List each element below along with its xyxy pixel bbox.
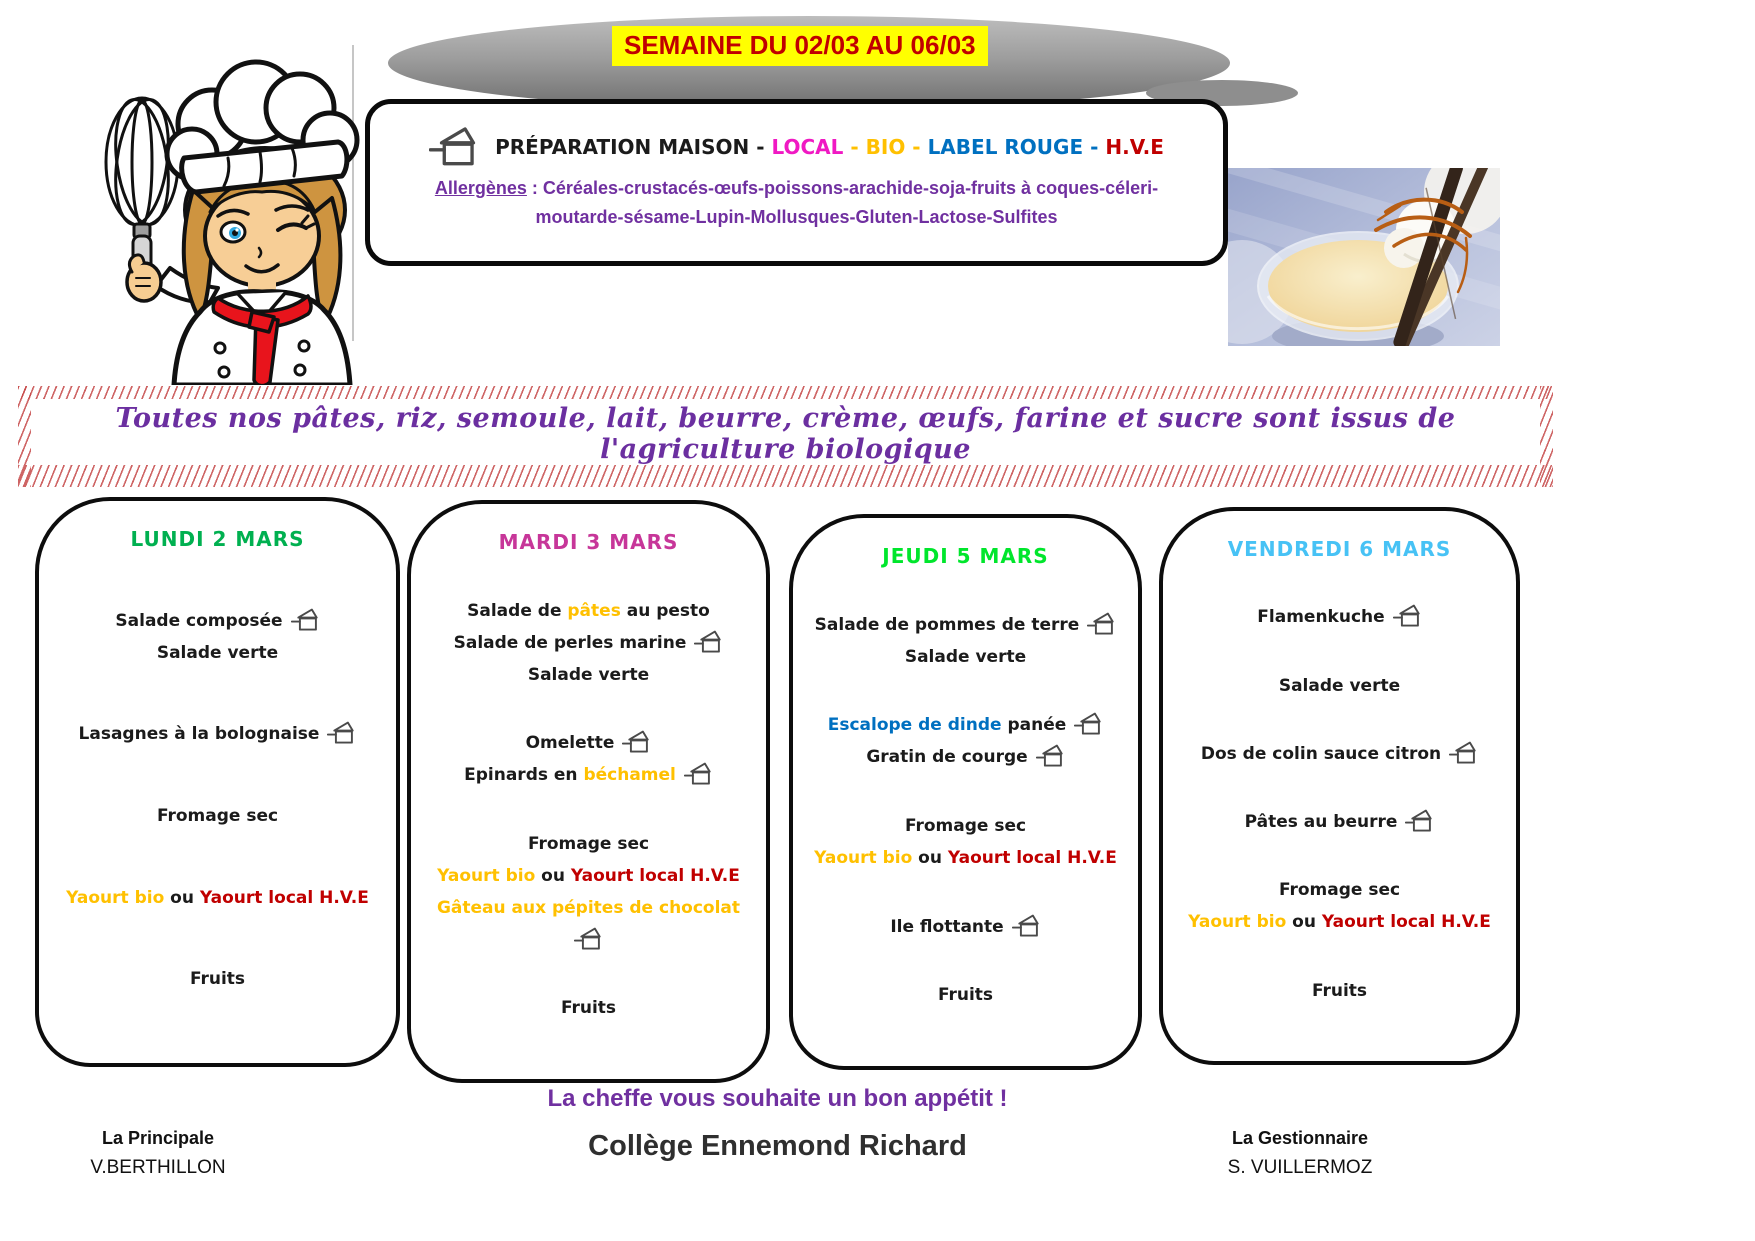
menu-item: Fromage sec — [1278, 880, 1401, 901]
bio-banner-text: Toutes nos pâtes, riz, semoule, lait, beurre, crème, œufs, farine et sucre sont issus de l'agriculture biologique — [115, 403, 1456, 465]
menu-item: Fromage sec — [156, 805, 279, 826]
menu-item: Escalope de dinde panée — [797, 709, 1134, 741]
banner-border-left — [18, 386, 31, 487]
fait-maison-icon — [622, 730, 651, 754]
school-name: Collège Ennemond Richard — [588, 1130, 967, 1162]
menu-item: Salade composée — [43, 605, 392, 637]
menu-card-lundi — [35, 497, 400, 1067]
fait-maison-icon — [684, 762, 713, 786]
manager-role: La Gestionnaire — [1231, 1128, 1369, 1148]
dessert-photo — [1228, 168, 1500, 346]
menu-item: Dos de colin sauce citron — [1167, 738, 1512, 770]
prep-text: PRÉPARATION MAISON - LOCAL - BIO - LABEL ROUGE - H.V.E — [495, 135, 1164, 159]
bio-banner — [18, 386, 1553, 487]
menu-item: Fruits — [937, 985, 994, 1006]
menu-item: Yaourt bio ou Yaourt local H.V.E — [1188, 912, 1491, 933]
menu-item: Yaourt bio ou Yaourt local H.V.E — [814, 847, 1117, 868]
menu-item: Fruits — [1311, 980, 1368, 1001]
allergens-line2: moutarde-sésame-Lupin-Mollusques-Gluten-Lactose-Sulfites — [535, 207, 1058, 227]
menu-card-jeudi — [789, 514, 1142, 1070]
fait-maison-icon — [1012, 914, 1041, 938]
menu-item: Fruits — [189, 969, 246, 990]
fait-maison-icon — [1405, 809, 1434, 833]
menu-item: Salade verte — [904, 646, 1027, 667]
allergens-label: Allergènes — [434, 178, 527, 198]
manager-signature — [1190, 1128, 1410, 1179]
week-title: SEMAINE DU 02/03 AU 06/03 — [612, 26, 988, 66]
prep-line — [370, 126, 1223, 168]
footer-message: La cheffe vous souhaite un bon appétit ! — [547, 1085, 1008, 1112]
menu-item: Salade verte — [527, 664, 650, 685]
fait-maison-icon — [291, 608, 320, 632]
menu-item: Flamenkuche — [1167, 601, 1512, 633]
menu-item: Gâteau aux pépites de chocolat — [436, 897, 741, 918]
principal-role: La Principale — [101, 1128, 215, 1148]
menu-item: Epinards en béchamel — [415, 759, 762, 791]
manager-name: S. VUILLERMOZ — [1227, 1157, 1373, 1178]
fait-maison-icon — [694, 630, 723, 654]
menu-item: Lasagnes à la bolognaise — [43, 718, 392, 750]
day-title: VENDREDI 6 MARS — [1227, 537, 1452, 561]
fait-maison-icon — [327, 721, 356, 745]
menu-item: Salade verte — [156, 642, 279, 663]
fait-maison-icon-large — [429, 126, 479, 168]
menu-item: Salade verte — [1278, 675, 1401, 696]
menu-item: Pâtes au beurre — [1167, 806, 1512, 838]
menu-item: Fromage sec — [904, 815, 1027, 836]
menu-item: Yaourt bio ou Yaourt local H.V.E — [437, 865, 740, 886]
banner-border-right — [1540, 386, 1553, 487]
fait-maison-icon — [1393, 604, 1422, 628]
menu-item: Salade de perles marine — [415, 627, 762, 659]
menu-item: Yaourt bio ou Yaourt local H.V.E — [66, 887, 369, 908]
principal-name: V.BERTHILLON — [90, 1157, 226, 1178]
menu-item: Omelette — [415, 727, 762, 759]
menu-card-vendredi — [1159, 507, 1520, 1065]
banner-border-top — [18, 386, 1553, 399]
day-title: MARDI 3 MARS — [498, 530, 679, 554]
day-title: JEUDI 5 MARS — [882, 544, 1049, 568]
menu-item: Ile flottante — [797, 911, 1134, 943]
prep-box — [365, 99, 1228, 266]
menu-item: Gratin de courge — [797, 741, 1134, 773]
menu-item: Salade de pommes de terre — [797, 609, 1134, 641]
day-title: LUNDI 2 MARS — [130, 527, 305, 551]
menu-item: Salade de pâtes au pesto — [467, 600, 710, 621]
fait-maison-icon — [1036, 744, 1065, 768]
chef-illustration — [50, 40, 385, 385]
fait-maison-icon — [1449, 741, 1478, 765]
allergens-text: Allergènes : Céréales-crustacés-œufs-poissons-arachide-soja-fruits à coques-céleri- moutarde-sésame-Lupin-Mollusques-Gluten-Lactose-Sulfites — [370, 174, 1223, 232]
fait-maison-icon — [574, 927, 603, 951]
fait-maison-icon — [1074, 712, 1103, 736]
fait-maison-icon — [1087, 612, 1116, 636]
menu-item: Fruits — [560, 998, 617, 1019]
menu-item: Fromage sec — [527, 833, 650, 854]
menu-card-mardi — [407, 500, 770, 1083]
principal-signature — [48, 1128, 268, 1179]
menu-item — [415, 924, 762, 956]
banner-border-bottom — [18, 465, 1553, 487]
